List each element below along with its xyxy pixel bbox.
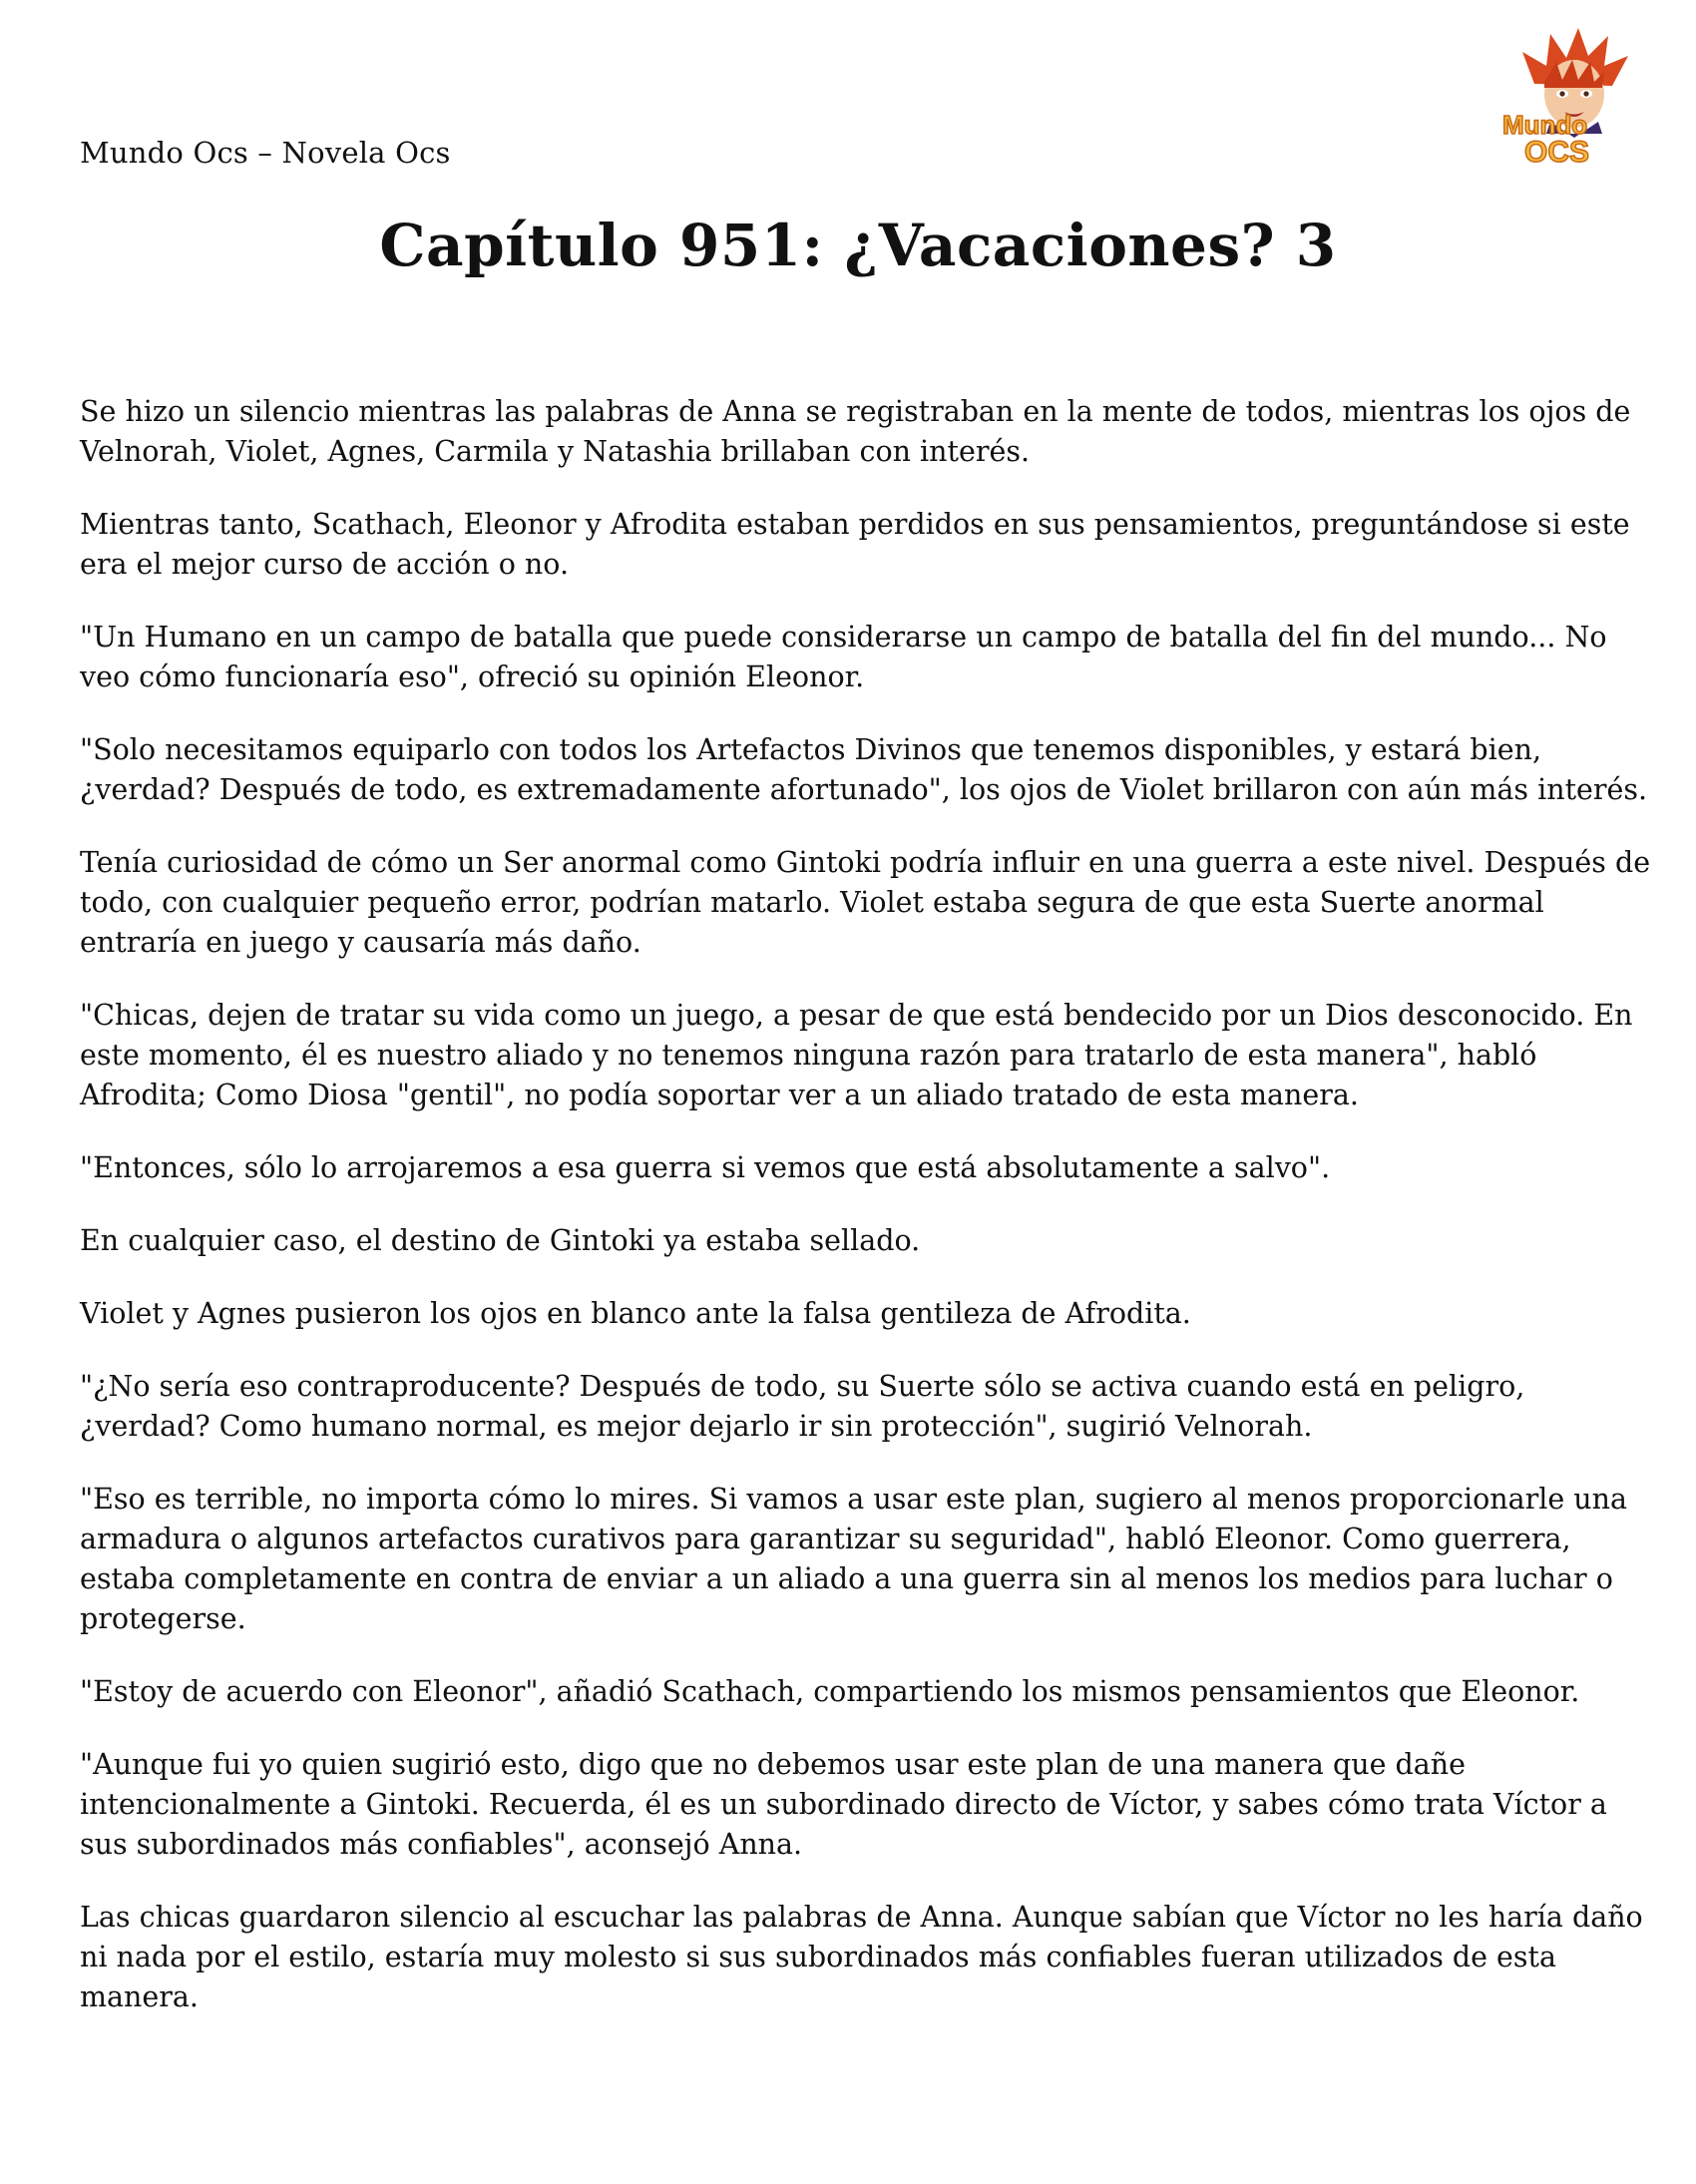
paragraph: Se hizo un silencio mientras las palabras de Anna se registraban en la mente de todos, mientras los ojos de Velnorah, Violet, Agnes, Carmila y Natashia brillaban con interés. (80, 395, 1631, 468)
paragraph: "Un Humano en un campo de batalla que puede considerarse un campo de batalla del fin del mundo... No veo cómo funcionaría eso", ofreció su opinión Eleonor. (80, 621, 1607, 693)
paragraph: Tenía curiosidad de cómo un Ser anormal como Gintoki podría influir en una guerra a este nivel. Después de todo, con cualquier pequeño error, podrían matarlo. Violet estaba segura de que esta Suerte anormal entraría en juego y causaría más daño. (80, 846, 1651, 959)
paragraph: "Eso es terrible, no importa cómo lo mires. Si vamos a usar este plan, sugiero al menos proporcionarle una armadura o algunos artefactos curativos para garantizar su seguridad", habló Eleonor. Como guerrera, estaba completamente en contra de enviar a un aliado a una guerra sin al menos los medios para luchar o protegerse. (80, 1483, 1628, 1635)
chapter-body (80, 392, 1651, 2050)
logo-text (1492, 110, 1654, 170)
paragraph: Mientras tanto, Scathach, Eleonor y Afrodita estaban perdidos en sus pensamientos, preguntándose si este era el mejor curso de acción o no. (80, 508, 1630, 581)
paragraph: Las chicas guardaron silencio al escuchar las palabras de Anna. Aunque sabían que Víctor no les haría daño ni nada por el estilo, estaría muy molesto si sus subordinados más confiables fueran utilizados de esta manera. (80, 1901, 1643, 2013)
site-header: Mundo Ocs – Novela Ocs (80, 136, 451, 170)
svg-text:OCS: OCS (1524, 136, 1590, 169)
svg-text:Mundo: Mundo (1502, 110, 1588, 140)
paragraph: "Solo necesitamos equiparlo con todos los Artefactos Divinos que tenemos disponibles, y estará bien, ¿verdad? Después de todo, es extremadamente afortunado", los ojos de Violet brillaron con aún más interés. (80, 733, 1648, 806)
paragraph: "Entonces, sólo lo arrojaremos a esa guerra si vemos que está absolutamente a salvo". (80, 1151, 1331, 1184)
paragraph: "Estoy de acuerdo con Eleonor", añadió Scathach, compartiendo los mismos pensamientos que Eleonor. (80, 1675, 1580, 1708)
paragraph: "¿No sería eso contraproducente? Después de todo, su Suerte sólo se activa cuando está en peligro, ¿verdad? Como humano normal, es mejor dejarlo ir sin protección", sugirió Velnorah. (80, 1370, 1525, 1443)
paragraph: Violet y Agnes pusieron los ojos en blanco ante la falsa gentileza de Afrodita. (80, 1297, 1191, 1330)
logo-wordmark (1492, 110, 1654, 170)
paragraph: "Aunque fui yo quien sugirió esto, digo que no debemos usar este plan de una manera que dañe intencionalmente a Gintoki. Recuerda, él es un subordinado directo de Víctor, y sabes cómo trata Víctor a sus subordinados más confiables", aconsejó Anna. (80, 1748, 1607, 1861)
chapter-title: Capítulo 951: ¿Vacaciones? 3 (379, 212, 1337, 279)
paragraph: En cualquier caso, el destino de Gintoki ya estaba sellado. (80, 1224, 921, 1257)
paragraph: "Chicas, dejen de tratar su vida como un juego, a pesar de que está bendecido por un Dios desconocido. En este momento, él es nuestro aliado y no tenemos ninguna razón para tratarlo de esta manera", habló Afrodita; Como Diosa "gentil", no podía soportar ver a un aliado tratado de esta manera. (80, 999, 1633, 1111)
